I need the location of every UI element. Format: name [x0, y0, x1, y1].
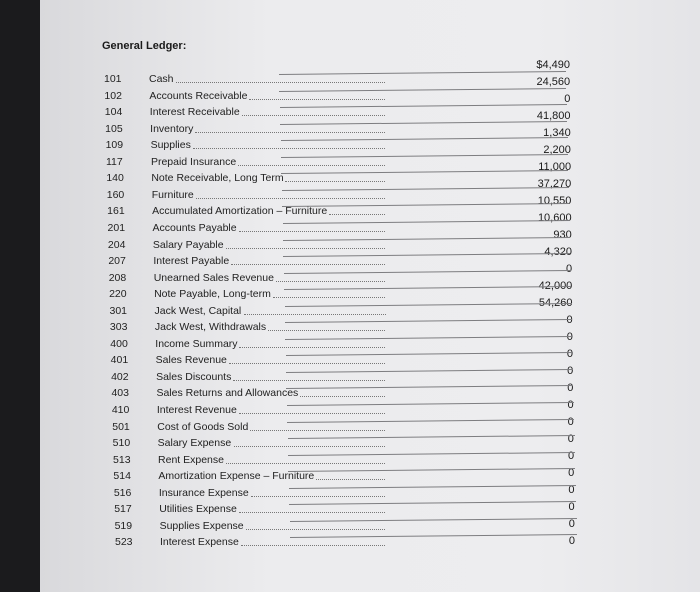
- dot-leader: [241, 545, 385, 546]
- account-number: 514: [113, 470, 131, 483]
- ledger-row: [113, 454, 525, 470]
- account-number: 160: [106, 188, 125, 201]
- account-balance: 0: [568, 518, 575, 530]
- account-balance: 0: [567, 399, 574, 411]
- account-balance: 54,260: [538, 297, 573, 309]
- ledger-row: [108, 239, 525, 255]
- account-number: 303: [109, 321, 128, 334]
- account-balance: 0: [568, 501, 575, 513]
- account-name: Income Summary: [155, 337, 238, 350]
- dot-leader: [195, 132, 385, 133]
- ledger-row: [112, 404, 525, 420]
- ledger-row: [115, 536, 525, 552]
- account-balance: 0: [566, 348, 574, 360]
- dot-leader: [234, 446, 385, 447]
- account-balance: 930: [553, 229, 572, 241]
- ledger-row: [109, 272, 525, 288]
- account-name: Accounts Payable: [152, 221, 237, 234]
- account-name: Rent Expense: [158, 453, 224, 466]
- account-balance: 0: [568, 535, 575, 547]
- ledger-row: [105, 123, 525, 139]
- account-number: 140: [106, 172, 124, 185]
- account-number: 410: [111, 404, 130, 416]
- dot-leader: [244, 314, 386, 315]
- dot-leader: [226, 463, 385, 464]
- account-name: Utilities Expense: [159, 503, 237, 516]
- account-balance: 0: [564, 93, 571, 105]
- account-number: 102: [104, 89, 122, 102]
- account-balance: $4,490: [536, 59, 570, 71]
- dot-leader: [231, 264, 385, 265]
- account-name: Insurance Expense: [158, 486, 249, 499]
- dot-leader: [268, 330, 385, 331]
- dot-leader: [249, 99, 385, 100]
- ledger-row: [112, 421, 525, 437]
- dot-leader: [285, 181, 385, 182]
- account-name: Accounts Receivable: [149, 89, 248, 102]
- dot-leader: [251, 496, 385, 497]
- dot-leader: [239, 413, 385, 414]
- account-name: Unearned Sales Revenue: [153, 271, 274, 284]
- ledger-row: [114, 487, 525, 503]
- account-balance: 42,000: [538, 280, 573, 292]
- account-name: Inventory: [150, 122, 194, 135]
- ledger-row: [111, 371, 525, 387]
- account-number: 204: [107, 238, 126, 251]
- ledger-row: [104, 90, 525, 106]
- account-number: 401: [110, 354, 129, 367]
- dot-leader: [300, 396, 385, 397]
- account-name: Interest Receivable: [149, 106, 240, 119]
- ledger-row: [113, 437, 525, 453]
- account-balance: 10,600: [537, 212, 572, 224]
- account-number: 517: [114, 503, 132, 516]
- account-name: Sales Returns and Allowances: [156, 387, 299, 400]
- ledger-row: [113, 470, 525, 486]
- account-name: Sales Discounts: [156, 370, 232, 383]
- dot-leader: [242, 115, 385, 116]
- account-balance: 0: [566, 314, 573, 326]
- ledger-row: [107, 205, 525, 221]
- account-number: 400: [110, 337, 128, 350]
- account-balance: 1,340: [543, 127, 571, 139]
- account-number: 101: [104, 73, 122, 85]
- ledger-row: [107, 189, 525, 205]
- dot-leader: [238, 165, 385, 166]
- account-name: Jack West, Withdrawals: [154, 321, 267, 334]
- dot-leader: [193, 148, 385, 149]
- account-name: Interest Expense: [160, 536, 239, 549]
- ledger-row: [105, 106, 525, 122]
- account-number: 161: [107, 205, 125, 218]
- account-balance: 0: [567, 450, 575, 462]
- account-number: 513: [113, 453, 131, 466]
- ledger-row: [106, 156, 525, 172]
- dot-leader: [239, 231, 385, 232]
- dot-leader: [229, 363, 385, 364]
- account-number: 510: [112, 437, 131, 450]
- account-name: Sales Revenue: [155, 354, 227, 367]
- ledger-row: [106, 172, 525, 188]
- account-number: 402: [111, 370, 129, 383]
- dot-leader: [246, 529, 385, 530]
- account-name: Prepaid Insurance: [150, 155, 237, 168]
- account-number: 220: [109, 288, 127, 301]
- account-name: Cash: [149, 73, 174, 85]
- account-balance: 0: [566, 331, 573, 343]
- dot-leader: [233, 380, 385, 381]
- account-name: Salary Payable: [152, 238, 224, 251]
- ledger-row: [109, 288, 525, 304]
- ledger-row: [111, 387, 525, 403]
- account-balance: 10,550: [537, 195, 572, 207]
- ledger-row: [110, 321, 525, 337]
- dot-leader: [250, 430, 385, 431]
- account-number: 117: [105, 155, 123, 168]
- account-balance: 2,200: [543, 144, 571, 156]
- ledger-page: [40, 0, 700, 592]
- account-number: 403: [111, 387, 129, 400]
- ledger-row: [110, 338, 525, 354]
- account-name: Interest Payable: [153, 255, 230, 268]
- account-name: Accumulated Amortization – Furniture: [152, 205, 328, 218]
- account-balance: 24,560: [536, 76, 571, 88]
- account-number: 105: [105, 122, 123, 135]
- account-name: Interest Revenue: [156, 404, 237, 416]
- account-name: Cost of Goods Sold: [157, 420, 249, 433]
- account-number: 109: [105, 139, 124, 152]
- dot-leader: [329, 214, 385, 215]
- ledger-row: [114, 503, 525, 519]
- dot-leader: [226, 248, 385, 249]
- ledger-row: [110, 305, 526, 321]
- account-balance: 0: [567, 433, 574, 445]
- dot-leader: [273, 297, 385, 298]
- account-balance: 37,270: [537, 178, 572, 190]
- ledger-title: General Ledger:: [102, 40, 187, 52]
- dot-leader: [239, 512, 385, 513]
- account-balance: 0: [566, 263, 573, 275]
- account-balance: 0: [567, 365, 574, 377]
- account-name: Salary Expense: [157, 437, 232, 450]
- ledger-row: [111, 354, 525, 370]
- account-number: 207: [108, 255, 126, 268]
- account-name: Jack West, Capital: [154, 304, 242, 317]
- ledger-row: [108, 255, 525, 271]
- account-balance: 11,000: [538, 161, 572, 173]
- account-number: 208: [108, 271, 127, 284]
- dot-leader: [196, 198, 385, 199]
- account-balance: 0: [567, 382, 574, 394]
- account-name: Furniture: [151, 188, 194, 201]
- account-number: 519: [114, 519, 133, 532]
- ledger-row: [115, 520, 525, 536]
- account-number: 523: [115, 536, 133, 549]
- ledger-row: [108, 222, 525, 238]
- dot-leader: [276, 281, 385, 282]
- account-balance: 0: [568, 484, 575, 496]
- account-balance: 4,320: [544, 246, 572, 258]
- account-balance: 0: [568, 467, 575, 479]
- ledger-row: [104, 73, 525, 89]
- account-name: Supplies: [150, 139, 191, 152]
- ledger-row: [106, 139, 525, 155]
- dot-leader: [316, 479, 385, 480]
- dot-leader: [176, 82, 385, 83]
- account-number: 516: [113, 486, 132, 499]
- account-name: Supplies Expense: [159, 519, 244, 532]
- account-balance: 0: [567, 416, 574, 428]
- account-name: Amortization Expense – Furniture: [158, 470, 315, 483]
- account-number: 201: [107, 221, 126, 234]
- account-number: 104: [104, 106, 123, 119]
- account-balance: 41,800: [536, 110, 571, 122]
- dot-leader: [239, 347, 385, 348]
- account-number: 301: [109, 304, 128, 317]
- account-number: 501: [112, 420, 130, 433]
- account-name: Note Receivable, Long Term: [151, 172, 284, 185]
- account-name: Note Payable, Long-term: [154, 288, 271, 301]
